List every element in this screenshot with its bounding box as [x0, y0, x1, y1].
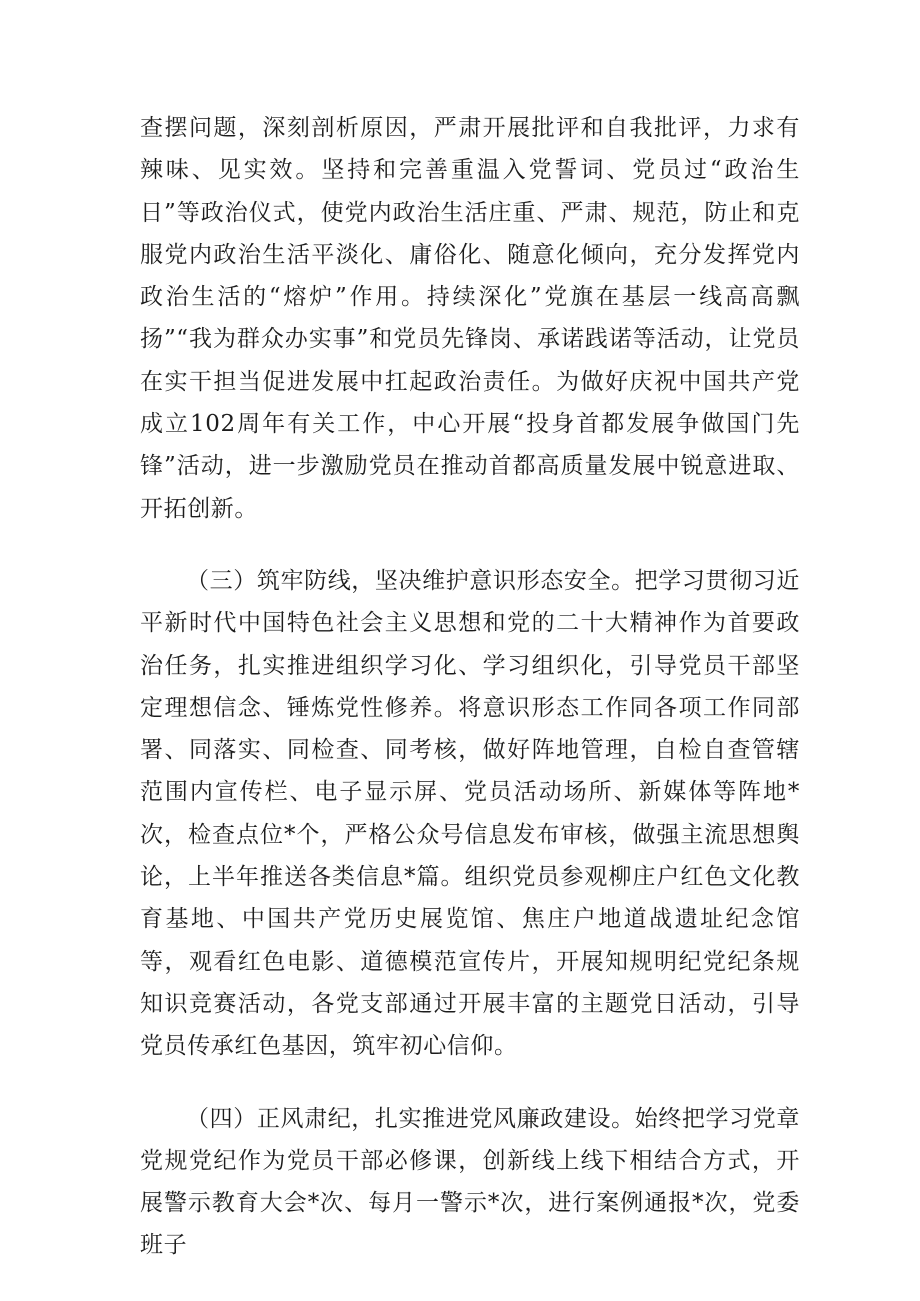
paragraph-section-3: （三）筑牢防线，坚决维护意识形态安全。把学习贯彻习近平新时代中国特色社会主义思想和党的二十大精神作为首要政治任务，扎实推进组织学习化、学习组织化，引导党员干部坚定理想信念、锤炼党性修养。将意识形态工作同各项工作同部署、同落实、同检查、同考核，做好阵地管理，自检自查管辖范围内宣传栏、电子显示屏、党员活动场所、新媒体等阵地*次，检查点位*个，严格公众号信息发布审核，做强主流思想舆论，上半年推送各类信息*篇。组织党员参观柳庄户红色文化教育基地、中国共产党历史展览馆、焦庄户地道战遗址纪念馆等，观看红色电影、道德模范宣传片，开展知规明纪党纪条规知识竞赛活动，各党支部通过开展丰富的主题党日活动，引导党员传承红色基因，筑牢初心信仰。	[140, 567, 800, 1060]
paragraph-section-4: （四）正风肃纪，扎实推进党风廉政建设。始终把学习党章党规党纪作为党员干部必修课，创新线上线下相结合方式，开展警示教育大会*次、每月一警示*次，进行案例通报*次，党委班子	[140, 1105, 800, 1259]
paragraph-continuation: 查摆问题，深刻剖析原因，严肃开展批评和自我批评，力求有辣味、见实效。坚持和完善重温入党誓词、党员过“政治生日”等政治仪式，使党内政治生活庄重、严肃、规范，防止和克服党内政治生活平淡化、庸俗化、随意化倾向，充分发挥党内政治生活的“熔炉”作用。持续深化”党旗在基层一线高高飘扬”“我为群众办实事”和党员先锋岗、承诺践诺等活动，让党员在实干担当促进发展中扛起政治责任。为做好庆祝中国共产党成立102周年有关工作，中心开展“投身首都发展争做国门先锋”活动，进一步激励党员在推动首都高质量发展中锐意进取、开拓创新。	[140, 115, 800, 522]
document-body	[140, 107, 800, 1267]
